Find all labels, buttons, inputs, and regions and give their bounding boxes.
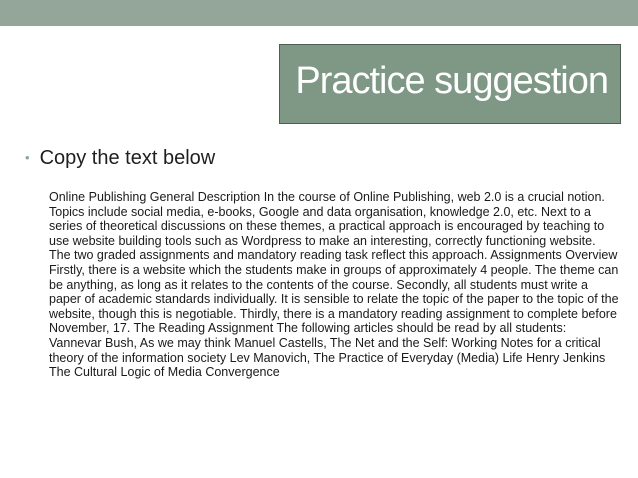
body-line: November, 17. The Reading Assignment The following articles should be read by all students:	[49, 321, 567, 336]
body-paragraph	[49, 190, 617, 380]
title-box	[279, 44, 621, 124]
slide-title: Practice suggestion	[295, 60, 608, 102]
body-line: The Cultural Logic of Media Convergence	[49, 365, 280, 380]
body-line: theory of the information society Lev Manovich, The Practice of Everyday (Media) Life Henry Jenkins	[49, 350, 606, 365]
body-line: paper of academic standards individually. It is sensible to relate the topic of the paper to the topic of the	[49, 292, 619, 307]
body-line: Topics include social media, e-books, Google and data organisation, knowledge 2.0, etc. Next to a	[49, 204, 591, 219]
body-line: Firstly, there is a website which the students make in groups of approximately 4 people. The theme can	[49, 262, 619, 277]
top-accent-bar	[0, 0, 638, 26]
body-line: series of theoretical discussions on these themes, a practical approach is encouraged by teaching to	[49, 219, 605, 234]
bullet-dot-icon: •	[25, 150, 30, 165]
body-line: be anything, as long as it relates to the contents of the course. Secondly, all students must write a	[49, 277, 588, 292]
bullet-text: Copy the text below	[39, 147, 216, 169]
bullet-item	[25, 146, 215, 170]
body-line: Online Publishing General Description In the course of Online Publishing, web 2.0 is a crucial notion.	[49, 190, 605, 204]
body-line: use website building tools such as Wordpress to make an interesting, correctly functioning website.	[49, 233, 596, 248]
body-line: website, though this is negotiable. Thirdly, there is a mandatory reading assignment to complete before	[49, 306, 617, 321]
body-line: The two graded assignments and mandatory reading task reflect this approach. Assignments Overview	[49, 248, 618, 263]
body-line: Vannevar Bush, As we may think Manuel Castells, The Net and the Self: Working Notes for a critical	[49, 335, 601, 350]
